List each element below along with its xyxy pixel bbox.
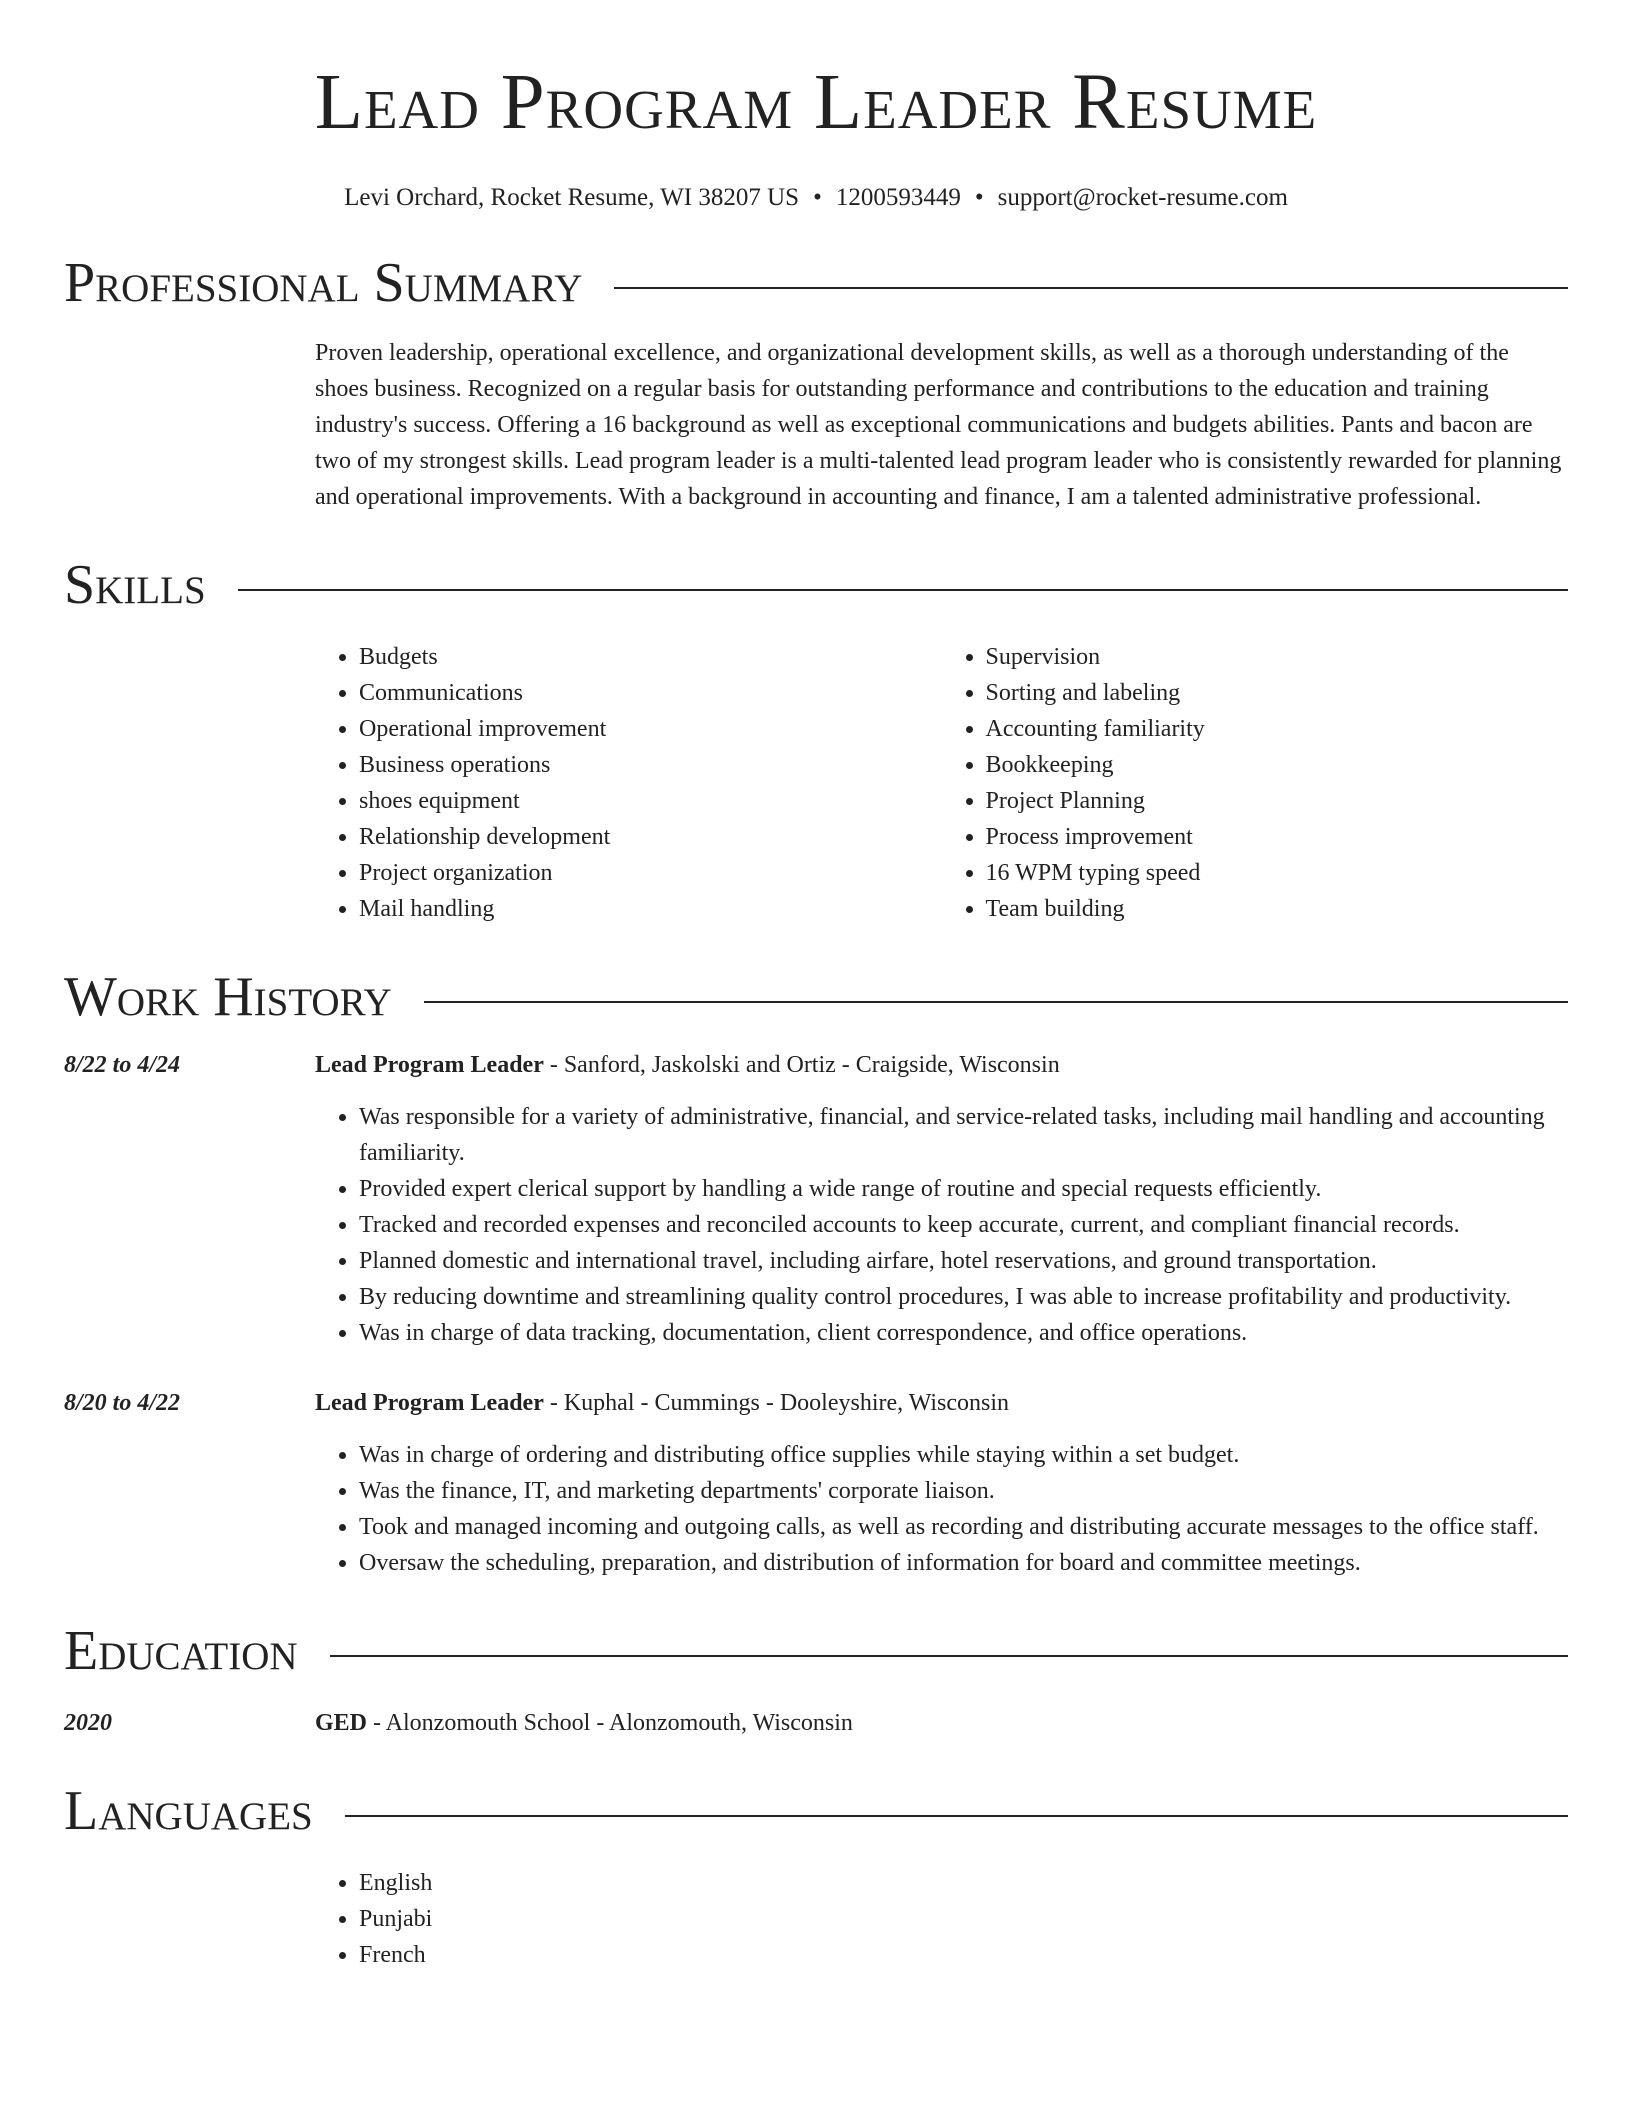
job-employer: - Sanford, Jaskolski and Ortiz - Craigside, Wisconsin (543, 1051, 1060, 1078)
contact-line (64, 183, 1568, 213)
work-entry-body (315, 1385, 1568, 1581)
work-heading-line (315, 1047, 1568, 1083)
skill-item: • Budgets (359, 639, 942, 675)
work-bullet: • Took and managed incoming and outgoing calls, as well as recording and distributing accurate messages to the office staff. (359, 1509, 1568, 1545)
work-entry (64, 1047, 1568, 1351)
language-item: • English (359, 1865, 1568, 1901)
education-entry-body (315, 1705, 1568, 1741)
work-bullet: • Tracked and recorded expenses and reconciled accounts to keep accurate, current, and compliant financial records. (359, 1207, 1568, 1243)
work-heading-line (315, 1385, 1568, 1421)
job-title: Lead Program Leader (315, 1389, 544, 1416)
work-dates: 8/22 to 4/24 (64, 1051, 181, 1078)
skill-item: • Bookkeeping (986, 747, 1569, 783)
summary-heading: Professional Summary (64, 251, 583, 314)
skills-heading: Skills (64, 553, 206, 616)
skill-item: • Supervision (986, 639, 1569, 675)
skills-column-left (315, 639, 942, 927)
contact-email[interactable]: support@rocket-resume.com (997, 183, 1288, 211)
section-divider (424, 1001, 1568, 1003)
skill-item: • Accounting familiarity (986, 711, 1569, 747)
work-bullet: • Was the finance, IT, and marketing departments' corporate liaison. (359, 1473, 1568, 1509)
education-section-header (64, 1619, 1568, 1683)
section-divider (345, 1815, 1568, 1817)
contact-address: Levi Orchard, Rocket Resume, WI 38207 US (344, 183, 800, 211)
education-school: - Alonzomouth School - Alonzomouth, Wisconsin (367, 1709, 853, 1736)
work-dates: 8/20 to 4/22 (64, 1389, 181, 1416)
work-bullets (315, 1099, 1568, 1351)
work-bullet: • Was in charge of data tracking, documentation, client correspondence, and office operations. (359, 1315, 1568, 1351)
work-bullet: • Oversaw the scheduling, preparation, and distribution of information for board and committee meetings. (359, 1545, 1568, 1581)
education-heading: Education (64, 1619, 298, 1682)
work-section-header (64, 965, 1568, 1029)
education-year: 2020 (64, 1709, 112, 1736)
languages-list (315, 1865, 1568, 1973)
job-title: Lead Program Leader (315, 1051, 544, 1078)
education-entry (64, 1705, 1568, 1741)
skill-item: • Project organization (359, 855, 942, 891)
work-entry (64, 1385, 1568, 1581)
skills-section-header (64, 553, 1568, 617)
contact-separator: • (974, 183, 984, 211)
work-bullet: • By reducing downtime and streamlining quality control procedures, I was able to increase profitability and productivity. (359, 1279, 1568, 1315)
section-divider (238, 589, 1568, 591)
job-employer: - Kuphal - Cummings - Dooleyshire, Wisconsin (543, 1389, 1010, 1416)
skill-item: • Business operations (359, 747, 942, 783)
skill-item: • Mail handling (359, 891, 942, 927)
resume-title: Lead Program Leader Resume (314, 59, 1318, 146)
work-bullet: • Was in charge of ordering and distributing office supplies while staying within a set budget. (359, 1437, 1568, 1473)
languages-heading: Languages (64, 1779, 313, 1842)
languages-bullets (315, 1865, 1568, 1973)
skill-item: • Team building (986, 891, 1569, 927)
summary-text: Proven leadership, operational excellence, and organizational development skills, as well as a thorough understanding of the shoes business. Recognized on a regular basis for outstanding performance and contributions to the education and training industry's success. Offering a 16 background as well as exceptional communications and budgets abilities. Pants and bacon are two of my strongest skills. Lead program leader is a multi-talented lead program leader who is consistently rewarded for planning and operational improvements. With a background in accounting and finance, I am a talented administrative professional. (315, 339, 1562, 510)
skill-item: • shoes equipment (359, 783, 942, 819)
section-divider (614, 287, 1568, 289)
section-divider (330, 1655, 1568, 1657)
work-bullet: • Was responsible for a variety of administrative, financial, and service-related tasks, including mail handling and accounting familiarity. (359, 1099, 1568, 1171)
work-bullets (315, 1437, 1568, 1581)
contact-separator: • (813, 183, 822, 211)
skill-item: • Project Planning (986, 783, 1569, 819)
summary-section-header (64, 251, 1568, 315)
languages-section-header (64, 1779, 1568, 1843)
work-entry-body (315, 1047, 1568, 1351)
skill-item: • Process improvement (986, 819, 1569, 855)
education-heading-line (315, 1705, 1568, 1741)
skills-list (315, 639, 1568, 927)
skill-item: • Operational improvement (359, 711, 942, 747)
language-item: • French (359, 1937, 1568, 1973)
education-degree: GED (315, 1709, 368, 1736)
skill-item: • Sorting and labeling (986, 675, 1569, 711)
skill-item: • Communications (359, 675, 942, 711)
work-bullet: • Planned domestic and international travel, including airfare, hotel reservations, and ground transportation. (359, 1243, 1568, 1279)
work-heading: Work History (64, 965, 392, 1028)
contact-phone: 1200593449 (835, 183, 961, 211)
skill-item: • 16 WPM typing speed (986, 855, 1569, 891)
skills-column-right (942, 639, 1569, 927)
skill-item: • Relationship development (359, 819, 942, 855)
work-bullet: • Provided expert clerical support by handling a wide range of routine and special requests efficiently. (359, 1171, 1568, 1207)
language-item: • Punjabi (359, 1901, 1568, 1937)
